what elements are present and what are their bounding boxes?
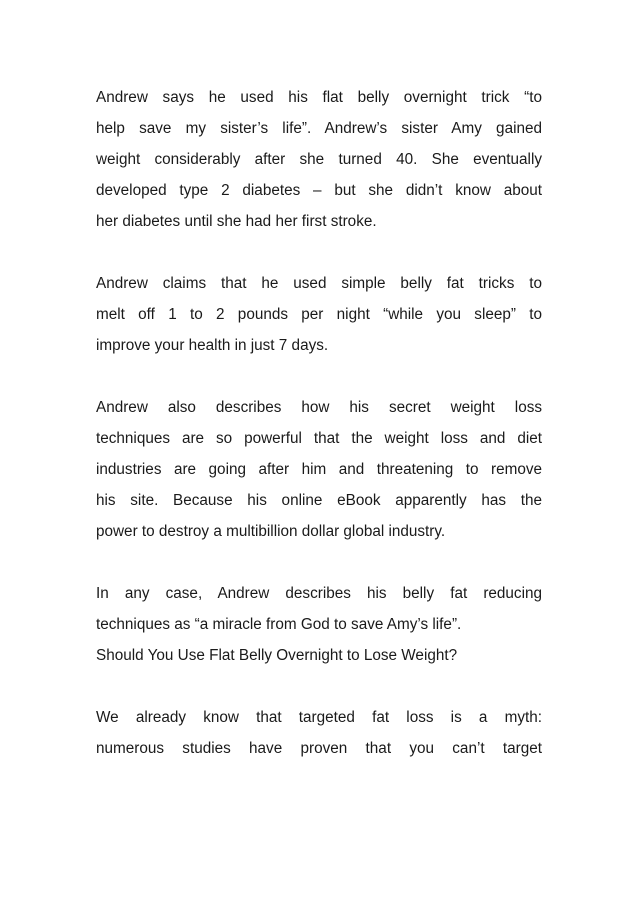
paragraph-1 xyxy=(96,82,542,237)
text-line: help save my sister’s life”. Andrew’s sister Amy gained xyxy=(96,120,542,137)
text-line: techniques are so powerful that the weight loss and diet xyxy=(96,430,542,447)
text-line: numerous studies have proven that you can’t target xyxy=(96,740,542,757)
document-body xyxy=(96,82,542,764)
text-line: weight considerably after she turned 40. She eventually xyxy=(96,151,542,168)
paragraph-2 xyxy=(96,268,542,361)
paragraph-4 xyxy=(96,578,542,671)
text-line: In any case, Andrew describes his belly fat reducing xyxy=(96,585,542,602)
text-line: her diabetes until she had her first stroke. xyxy=(96,213,377,230)
text-line: techniques as “a miracle from God to save Amy’s life”. xyxy=(96,616,462,633)
text-line: industries are going after him and threatening to remove xyxy=(96,461,542,478)
text-line: Andrew claims that he used simple belly fat tricks to xyxy=(96,275,542,292)
text-line: We already know that targeted fat loss is a myth: xyxy=(96,709,542,726)
text-line: Andrew says he used his flat belly overnight trick “to xyxy=(96,89,542,106)
section-heading: Should You Use Flat Belly Overnight to Lose Weight? xyxy=(96,647,458,664)
text-line: power to destroy a multibillion dollar global industry. xyxy=(96,523,446,540)
paragraph-3 xyxy=(96,392,542,547)
text-line: improve your health in just 7 days. xyxy=(96,337,329,354)
text-line: developed type 2 diabetes – but she didn’t know about xyxy=(96,182,542,199)
text-line: Andrew also describes how his secret weight loss xyxy=(96,399,542,416)
paragraph-5 xyxy=(96,702,542,764)
text-line: his site. Because his online eBook apparently has the xyxy=(96,492,542,509)
text-line: melt off 1 to 2 pounds per night “while you sleep” to xyxy=(96,306,542,323)
